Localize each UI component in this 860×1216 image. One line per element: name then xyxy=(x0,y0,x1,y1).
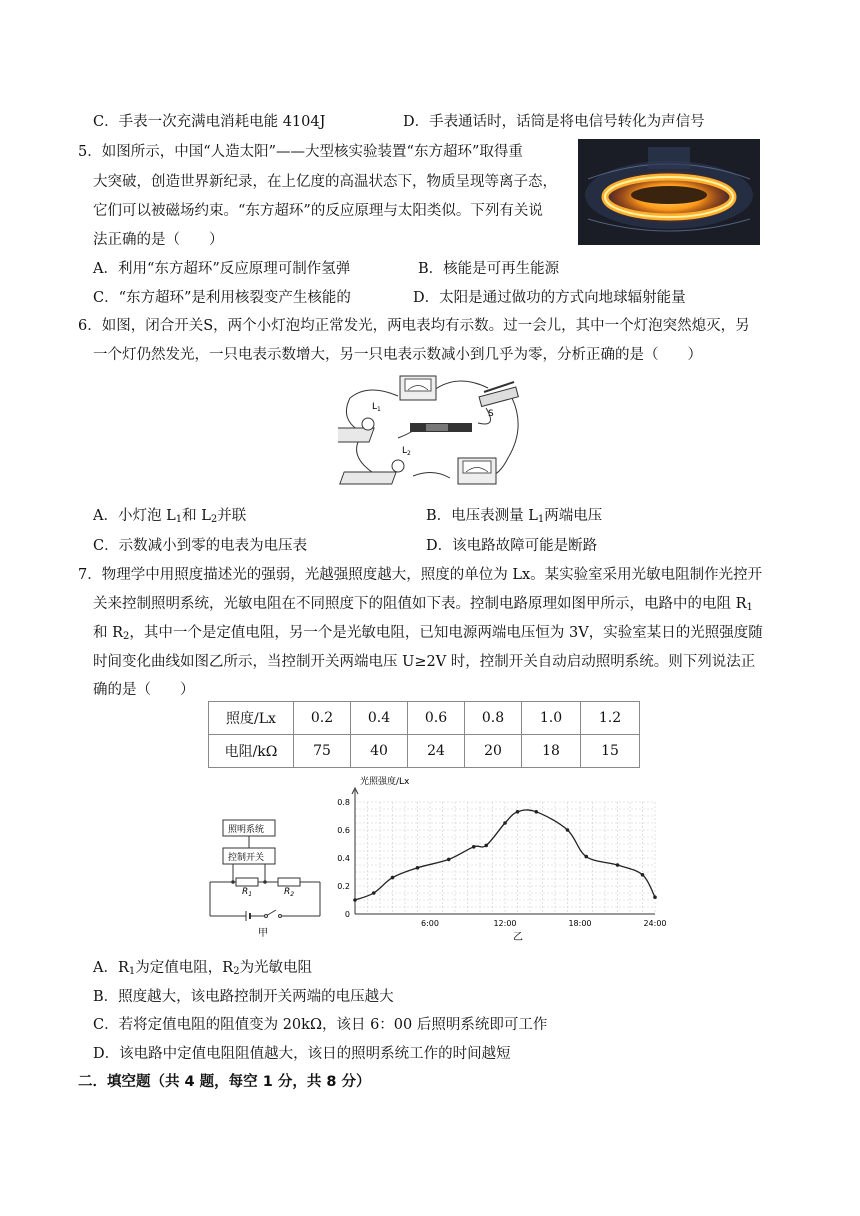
table-cell: 40 xyxy=(351,735,408,768)
table-cell: 0.2 xyxy=(294,702,351,735)
chart-point xyxy=(416,866,420,870)
svg-text:R2: $R_2$ xyxy=(284,887,295,898)
table-cell: 1.2 xyxy=(581,702,640,735)
svg-text:L1: $L_1$ xyxy=(372,402,381,413)
lamp-l1-icon xyxy=(338,402,381,442)
chart-ytick-label: 0.8 xyxy=(337,798,350,807)
circuit-label: 甲 xyxy=(258,928,268,939)
chart-point xyxy=(353,898,357,902)
svg-text:R1: $R_1$ xyxy=(242,887,253,898)
q4-option-c: C．手表一次充满电消耗电能 4104J xyxy=(93,114,326,130)
q7-line-1: 7．物理学中用照度描述光的强弱，光越强照度越大，照度的单位为 Lx。某实验室采用光敏电阻制作光控开 xyxy=(78,567,763,583)
q6-option-b: B．电压表测量 $L_1$两端电压 xyxy=(426,508,603,525)
illuminance-resistance-table xyxy=(208,701,640,768)
chart-ytick-label: 0.6 xyxy=(337,826,350,835)
q5-option-d: D．太阳是通过做功的方式向地球辐射能量 xyxy=(413,290,686,306)
q7-line-4: 时间变化曲线如图乙所示，当控制开关两端电压 U≥2V 时，控制开关自动启动照明系统。则下列说法正 xyxy=(93,654,756,670)
circuit-diagram-jia xyxy=(204,812,328,940)
q5-option-c: C．“东方超环”是利用核裂变产生核能的 xyxy=(93,290,351,306)
q7-line-5: 确的是（ ） xyxy=(93,682,195,698)
q7-line-3: 和 $R_2$，其中一个是定值电阻，另一个是光敏电阻，已知电源两端电压恒为 3V，实验室某日的光照强度随 xyxy=(93,625,763,642)
chart-point xyxy=(391,876,395,880)
q6-option-c: C．示数减小到零的电表为电压表 xyxy=(93,538,308,554)
lamp-l2-icon xyxy=(340,446,411,484)
chart-ytick-label: 0.2 xyxy=(337,882,350,891)
voltmeter-icon xyxy=(400,376,436,400)
table-cell: 电阻/kΩ xyxy=(209,735,294,768)
table-row xyxy=(209,735,640,768)
table-cell: 0.6 xyxy=(408,702,465,735)
light-intensity-chart xyxy=(330,772,670,944)
q7-option-a: A．$R_1$为定值电阻，$R_2$为光敏电阻 xyxy=(93,960,313,977)
q5-option-b: B．核能是可再生能源 xyxy=(418,261,560,277)
q5-line-1: 5．如图所示，中国“人造太阳”——大型核实验装置“东方超环”取得重 xyxy=(78,144,523,160)
table-cell: 24 xyxy=(408,735,465,768)
chart-point xyxy=(641,873,645,877)
q6-line-1: 6．如图，闭合开关S，两个小灯泡均正常发光，两电表均有示数。过一会儿，其中一个灯泡突然熄灭，另 xyxy=(78,318,750,334)
q7-option-d: D．该电路中定值电阻阻值越大，该日的照明系统工作的时间越短 xyxy=(93,1046,511,1062)
q5-line-2: 大突破，创造世界新纪录，在上亿度的高温状态下，物质呈现等离子态， xyxy=(93,174,557,190)
chart-xlabel: 乙 xyxy=(513,932,523,943)
circuit-box-lighting: 照明系统 xyxy=(228,825,265,835)
q6-option-d: D．该电路故障可能是断路 xyxy=(426,538,598,554)
chart-point xyxy=(516,810,520,814)
table-cell: 0.8 xyxy=(465,702,522,735)
chart-xtick-label: 6:00 xyxy=(421,919,439,928)
chart-xtick-label: 18:00 xyxy=(568,919,592,928)
chart-xtick-label: 24:00 xyxy=(643,919,667,928)
chart-point xyxy=(616,863,620,867)
table-cell: 0.4 xyxy=(351,702,408,735)
q7-option-c: C．若将定值电阻的阻值变为 20kΩ，该日 6：00 后照明系统即可工作 xyxy=(93,1017,548,1033)
q6-circuit-figure xyxy=(338,368,528,496)
q5-line-4: 法正确的是（ ） xyxy=(93,232,224,248)
chart-ytick-label: 0.4 xyxy=(337,854,350,863)
chart-point xyxy=(566,828,570,832)
chart-xtick-label: 12:00 xyxy=(493,919,517,928)
chart-point xyxy=(584,855,588,859)
table-cell: 15 xyxy=(581,735,640,768)
chart-ylabel: 光照强度/Lx xyxy=(360,777,410,787)
section-2-heading: 二．填空题（共 4 题，每空 1 分，共 8 分） xyxy=(78,1074,371,1090)
tokamak-image xyxy=(578,139,760,245)
circuit-box-switch: 控制开关 xyxy=(228,853,265,863)
q5-option-a: A．利用“东方超环”反应原理可制作氢弹 xyxy=(93,261,351,277)
q7-line-2: 关来控制照明系统，光敏电阻在不同照度下的阻值如下表。控制电路原理如图甲所示，电路中的电阻 $R_1$ xyxy=(93,596,753,613)
table-row xyxy=(209,702,640,735)
svg-text:S: S xyxy=(488,409,494,419)
table-cell: 75 xyxy=(294,735,351,768)
battery-icon xyxy=(410,423,472,432)
chart-point xyxy=(447,858,451,862)
q4-option-d: D．手表通话时，话筒是将电信号转化为声信号 xyxy=(403,114,705,130)
table-cell: 20 xyxy=(465,735,522,768)
chart-ytick-label: 0 xyxy=(344,910,350,919)
q7-option-b: B．照度越大，该电路控制开关两端的电压越大 xyxy=(93,989,394,1005)
ammeter-icon xyxy=(458,458,496,484)
table-cell: 18 xyxy=(522,735,581,768)
q6-option-a: A．小灯泡 $L_1$和 $L_2$并联 xyxy=(93,508,247,525)
q5-line-3: 它们可以被磁场约束。“东方超环”的反应原理与太阳类似。下列有关说 xyxy=(93,203,543,219)
chart-point xyxy=(472,845,476,849)
chart-point xyxy=(372,891,376,895)
table-cell: 照度/Lx xyxy=(209,702,294,735)
chart-point xyxy=(503,821,507,825)
chart-point xyxy=(653,895,657,899)
table-cell: 1.0 xyxy=(522,702,581,735)
chart-point xyxy=(534,810,538,814)
switch-icon xyxy=(479,382,518,419)
q6-line-2: 一个灯仍然发光，一只电表示数增大，另一只电表示数减小到几乎为零，分析正确的是（ ） xyxy=(93,347,702,363)
chart-point xyxy=(484,844,488,848)
svg-text:L2: $L_2$ xyxy=(402,446,411,457)
